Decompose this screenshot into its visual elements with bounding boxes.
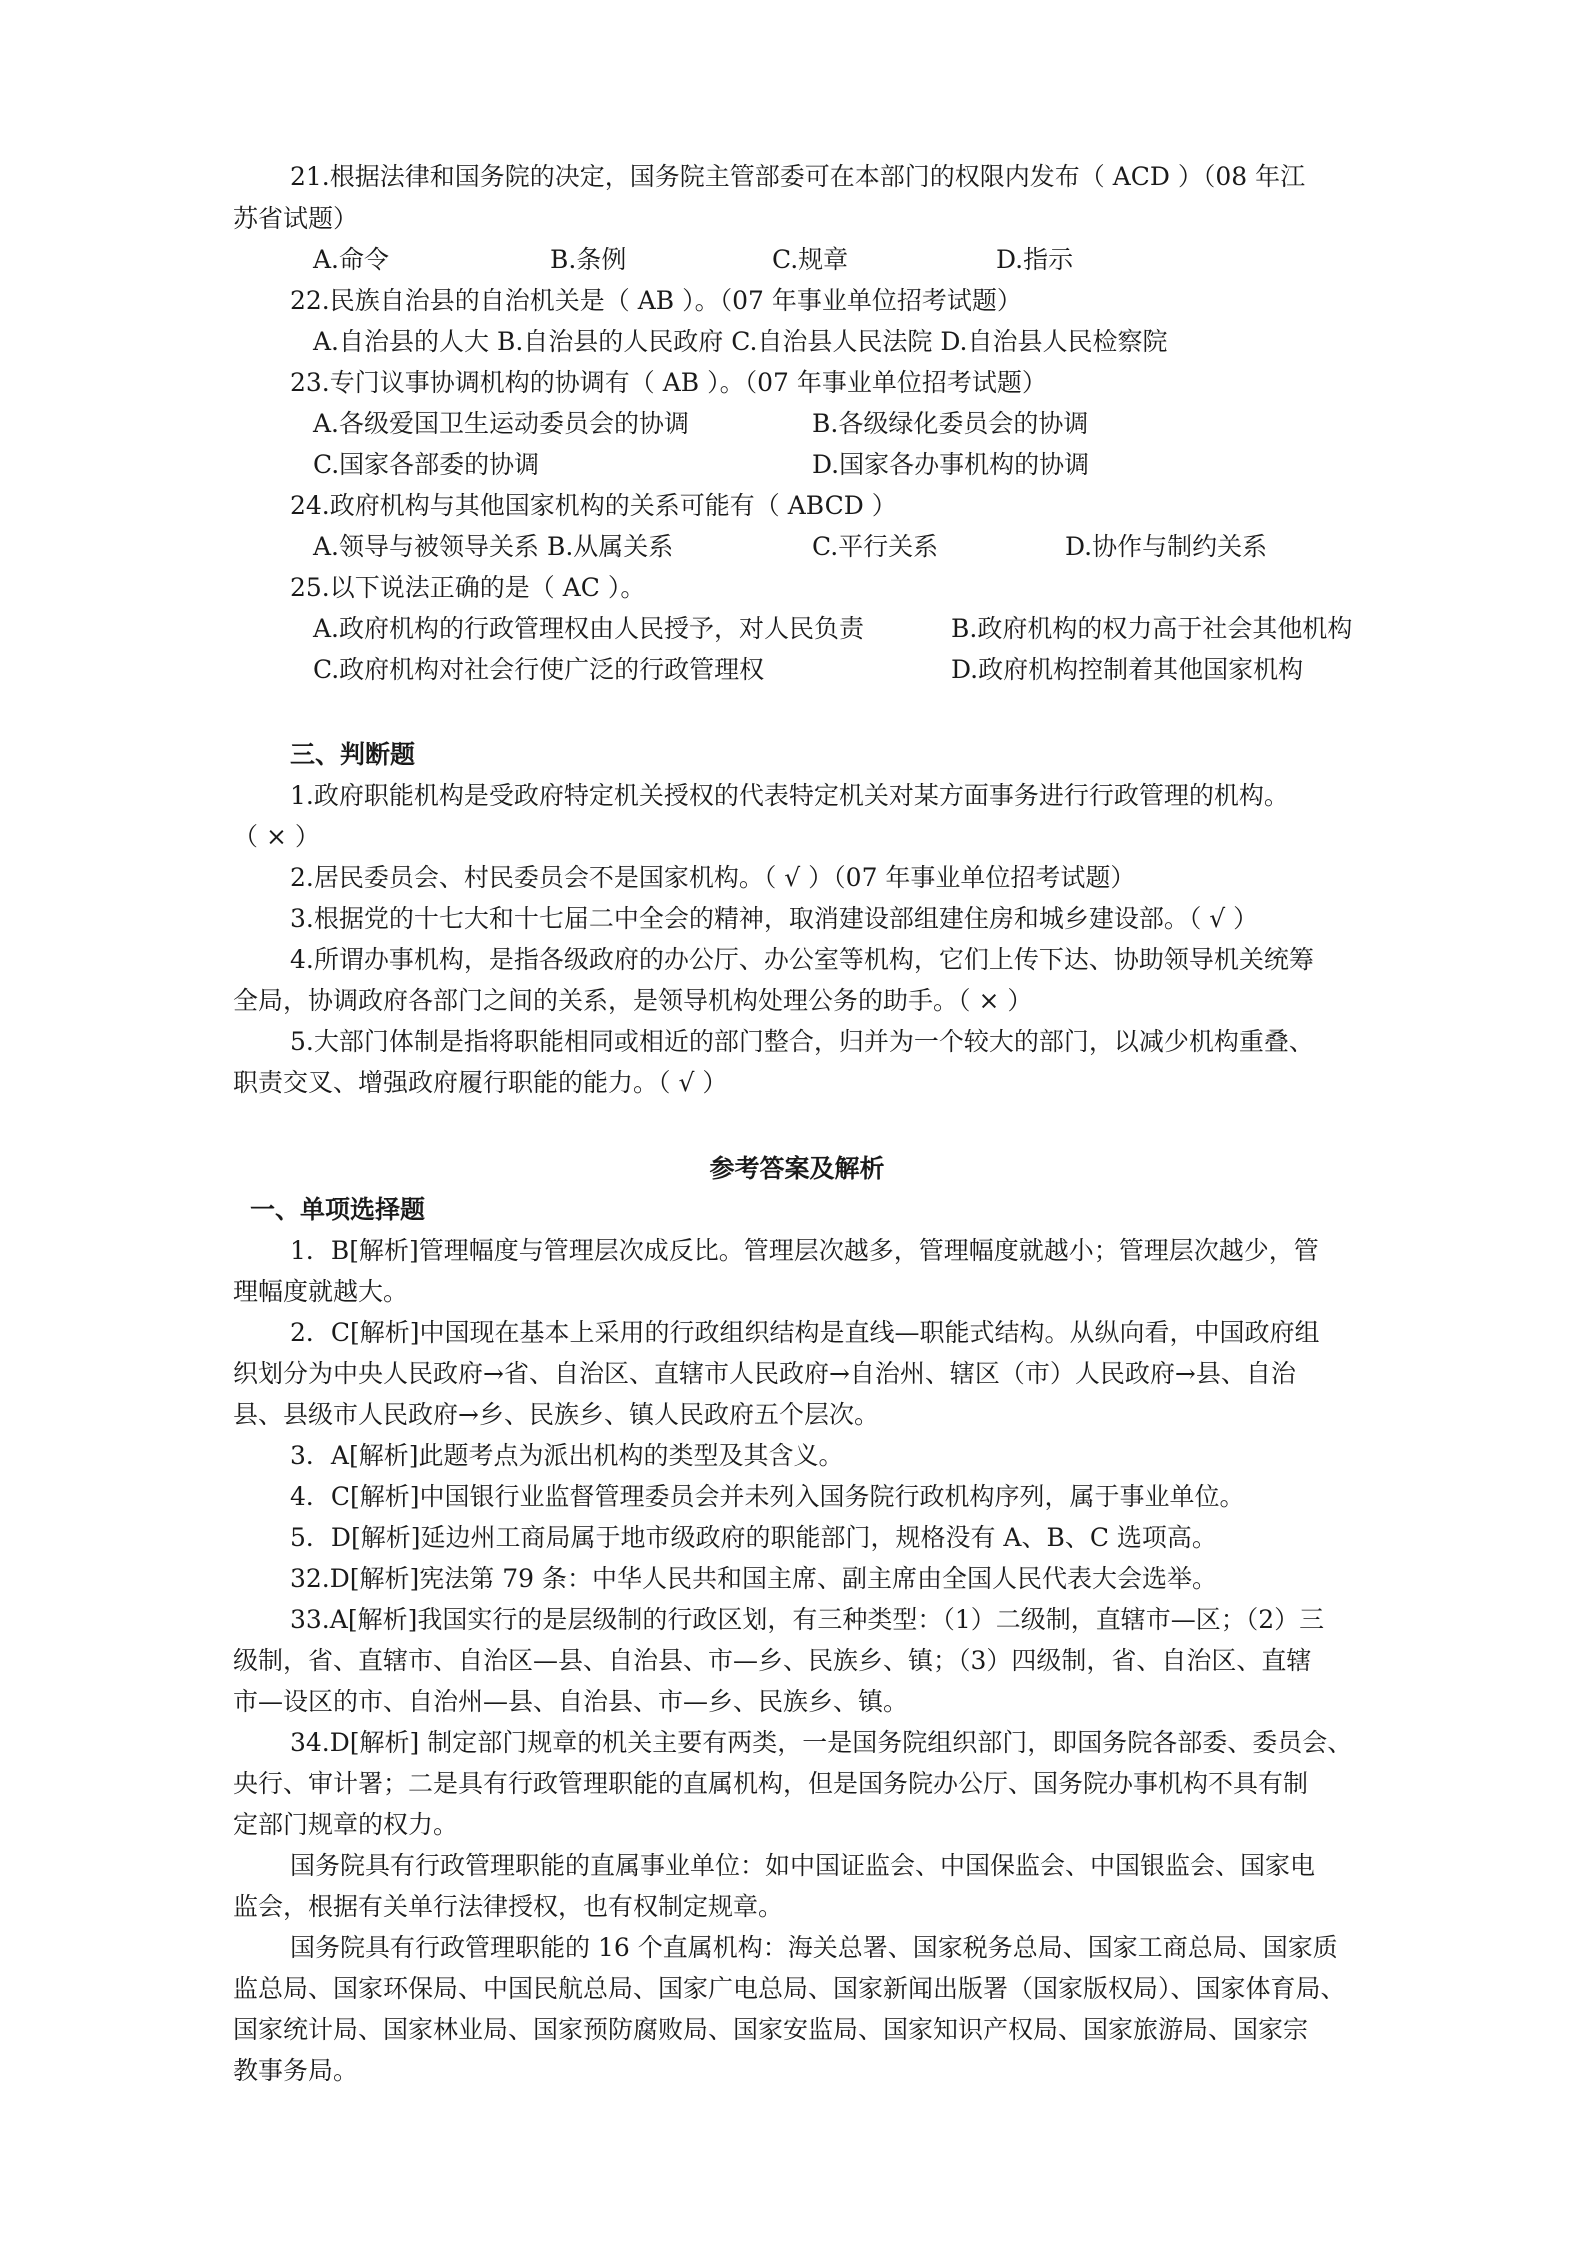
question-25-option-b: B.政府机构的权力高于社会其他机构 [951, 614, 1353, 643]
question-23-option-c: C.国家各部委的协调 [313, 450, 540, 479]
answer-4-text: 4．C[解析]中国银行业监督管理委员会并未列入国务院行政机构序列，属于事业单位。 [290, 1482, 1245, 1511]
question-21-option-d: D.指示 [996, 245, 1074, 274]
answer-3-text: 3．A[解析]此题考点为派出机构的类型及其含义。 [290, 1441, 844, 1470]
paragraph-direct-agencies: 国务院具有行政管理职能的 16 个直属机构：海关总署、国家税务总局、国家工商总局、国家质 [290, 1933, 1338, 1962]
section-3-title: 三、判断题 [290, 740, 416, 769]
paragraph-direct-agencies-cont3: 教事务局。 [233, 2056, 359, 2085]
answer-34-text-cont2: 定部门规章的权力。 [233, 1810, 459, 1839]
question-22-text: 22.民族自治县的自治机关是（ AB ）。（07 年事业单位招考试题） [290, 286, 1022, 315]
answer-33-text: 33.A[解析]我国实行的是层级制的行政区划，有三种类型：（1）二级制，直辖市—区；（2）三 [290, 1605, 1325, 1634]
question-25-text: 25.以下说法正确的是（ AC ）。 [290, 573, 646, 602]
answer-5-text: 5．D[解析]延边州工商局属于地市级政府的职能部门，规格没有 A、B、C 选项高。 [290, 1523, 1217, 1552]
paragraph-direct-agencies-cont2: 国家统计局、国家林业局、国家预防腐败局、国家安监局、国家知识产权局、国家旅游局、国家宗 [233, 2015, 1309, 2044]
question-25-option-c: C.政府机构对社会行使广泛的行政管理权 [313, 655, 765, 684]
judgment-2-text: 2.居民委员会、村民委员会不是国家机构。（ √ ）（07 年事业单位招考试题） [290, 863, 1136, 892]
answer-2-text-cont2: 县、县级市人民政府→乡、民族乡、镇人民政府五个层次。 [233, 1400, 879, 1429]
answer-1-text: 1．B[解析]管理幅度与管理层次成反比。管理层次越多，管理幅度就越小；管理层次越少，管 [290, 1236, 1319, 1265]
question-21-option-c: C.规章 [772, 245, 849, 274]
answer-32-text: 32.D[解析]宪法第 79 条：中华人民共和国主席、副主席由全国人民代表大会选举。 [290, 1564, 1218, 1593]
answer-2-text: 2．C[解析]中国现在基本上采用的行政组织结构是直线—职能式结构。从纵向看，中国政府组 [290, 1318, 1320, 1347]
judgment-1-text: 1.政府职能机构是受政府特定机关授权的代表特定机关对某方面事务进行行政管理的机构。 [290, 781, 1289, 810]
question-24-option-c: C.平行关系 [812, 532, 939, 561]
question-25-option-d: D.政府机构控制着其他国家机构 [951, 655, 1304, 684]
question-24-text: 24.政府机构与其他国家机构的关系可能有（ ABCD ） [290, 491, 897, 520]
question-23-option-a: A.各级爱国卫生运动委员会的协调 [313, 409, 690, 438]
question-24-option-d: D.协作与制约关系 [1065, 532, 1268, 561]
answer-1-text-cont: 理幅度就越大。 [233, 1277, 409, 1306]
answer-34-text: 34.D[解析] 制定部门规章的机关主要有两类，一是国务院组织部门，即国务院各部委、委员会、 [290, 1728, 1353, 1757]
question-23-option-b: B.各级绿化委员会的协调 [812, 409, 1089, 438]
paragraph-direct-units: 国务院具有行政管理职能的直属事业单位：如中国证监会、中国保监会、中国银监会、国家电 [290, 1851, 1316, 1880]
paragraph-direct-units-cont: 监会，根据有关单行法律授权，也有权制定规章。 [233, 1892, 784, 1921]
answer-33-text-cont: 级制，省、直辖市、自治区—县、自治县、市—乡、民族乡、镇；（3）四级制，省、自治区、直辖 [233, 1646, 1312, 1675]
question-22-options: A.自治县的人大 B.自治县的人民政府 C.自治县人民法院 D.自治县人民检察院 [313, 327, 1168, 356]
answer-2-text-cont: 织划分为中央人民政府→省、自治区、直辖市人民政府→自治州、辖区（市）人民政府→县、自治 [233, 1359, 1296, 1388]
judgment-5-text: 5.大部门体制是指将职能相同或相近的部门整合，归并为一个较大的部门，以减少机构重叠、 [290, 1027, 1314, 1056]
question-21-option-b: B.条例 [550, 245, 627, 274]
answer-33-text-cont2: 市—设区的市、自治州—县、自治县、市—乡、民族乡、镇。 [233, 1687, 909, 1716]
question-25-option-a: A.政府机构的行政管理权由人民授予，对人民负责 [313, 614, 865, 643]
question-23-option-d: D.国家各办事机构的协调 [812, 450, 1090, 479]
paragraph-direct-agencies-cont: 监总局、国家环保局、中国民航总局、国家广电总局、国家新闻出版署（国家版权局）、国家体育局、 [233, 1974, 1346, 2003]
judgment-5-text-cont: 职责交叉、增强政府履行职能的能力。（ √ ） [233, 1068, 728, 1097]
judgment-4-text-cont: 全局，协调政府各部门之间的关系，是领导机构处理公务的助手。（ × ） [233, 986, 1033, 1015]
question-23-text: 23.专门议事协调机构的协调有（ AB ）。（07 年事业单位招考试题） [290, 368, 1047, 397]
question-21-text-cont: 苏省试题） [233, 204, 359, 233]
question-21-text: 21.根据法律和国务院的决定，国务院主管部委可在本部门的权限内发布（ ACD ）（08 年江 [290, 162, 1306, 191]
section-1-title: 一、单项选择题 [250, 1195, 426, 1224]
question-21-option-a: A.命令 [313, 245, 390, 274]
answers-title: 参考答案及解析 [709, 1154, 885, 1183]
judgment-1-answer: （ × ） [233, 822, 320, 851]
answer-34-text-cont: 央行、审计署；二是具有行政管理职能的直属机构，但是国务院办公厅、国务院办事机构不具有制 [233, 1769, 1309, 1798]
question-24-option-ab: A.领导与被领导关系 B.从属关系 [313, 532, 674, 561]
judgment-4-text: 4.所谓办事机构，是指各级政府的办公厅、办公室等机构，它们上传下达、协助领导机关统筹 [290, 945, 1314, 974]
judgment-3-text: 3.根据党的十七大和十七届二中全会的精神，取消建设部组建住房和城乡建设部。（ √ ） [290, 904, 1259, 933]
